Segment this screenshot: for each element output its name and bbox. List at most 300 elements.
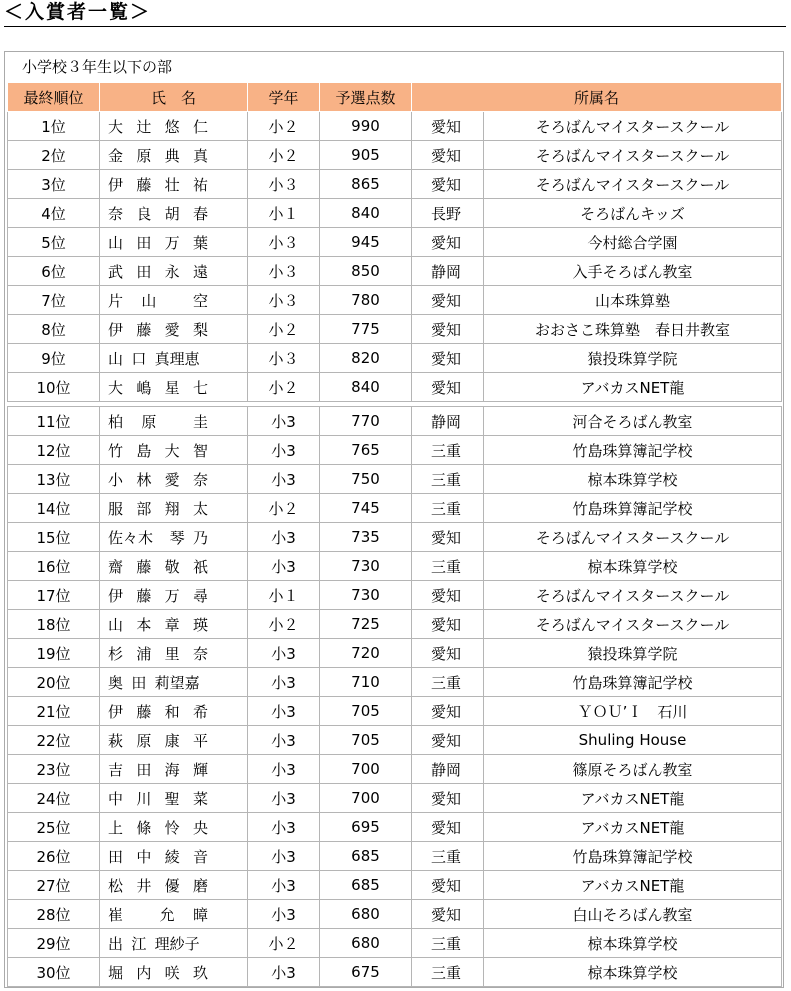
prefecture-cell: 愛知 (412, 813, 484, 842)
score-cell: 745 (320, 494, 412, 523)
name-part: 怜 (164, 818, 180, 837)
column-header-score: 予選点数 (320, 83, 412, 112)
grade-cell: 小3 (248, 668, 320, 697)
affiliation-cell: 山本珠算塾 (484, 286, 782, 315)
table-row (8, 199, 782, 228)
name-cell (100, 494, 248, 523)
name-part: 真理恵 (154, 349, 200, 368)
name-part: 吉 (108, 760, 124, 779)
score-cell: 770 (320, 407, 412, 436)
name-cell (100, 112, 248, 141)
table-row (8, 958, 782, 987)
name-part: 田 (136, 262, 152, 281)
name-cell (100, 784, 248, 813)
name-part: 伊 (108, 586, 124, 605)
score-cell: 705 (320, 697, 412, 726)
table-row (8, 813, 782, 842)
rank-cell: 5位 (8, 228, 100, 257)
table-row (8, 407, 782, 436)
name-part: 江 (131, 934, 147, 953)
prefecture-cell: 静岡 (412, 257, 484, 286)
score-cell: 680 (320, 900, 412, 929)
name-cell (100, 639, 248, 668)
name-part: 武 (108, 262, 124, 281)
name-part: 原 (136, 146, 152, 165)
score-cell: 685 (320, 871, 412, 900)
name-part: 玖 (192, 963, 208, 982)
name-part: 杉 (108, 644, 124, 663)
name-part: 部 (136, 499, 152, 518)
name-cell (100, 407, 248, 436)
grade-cell: 小２ (248, 112, 320, 141)
name-cell (100, 813, 248, 842)
name-part: 允 (159, 905, 175, 924)
affiliation-cell: ＹＯＵ’Ｉ 石川 (484, 697, 782, 726)
score-cell: 775 (320, 315, 412, 344)
name-part: 太 (192, 499, 208, 518)
rank-cell: 7位 (8, 286, 100, 315)
name-part: 浦 (136, 644, 152, 663)
name-part: 崔 (108, 905, 124, 924)
grade-cell: 小3 (248, 755, 320, 784)
table-row (8, 112, 782, 141)
table-row (8, 170, 782, 199)
results-table (7, 82, 782, 987)
prefecture-cell: 愛知 (412, 170, 484, 199)
rank-cell: 14位 (8, 494, 100, 523)
affiliation-cell: おおさこ珠算塾 春日井教室 (484, 315, 782, 344)
prefecture-cell: 愛知 (412, 141, 484, 170)
prefecture-cell: 愛知 (412, 112, 484, 141)
rank-cell: 29位 (8, 929, 100, 958)
name-part: 藤 (136, 586, 152, 605)
affiliation-cell: そろばんマイスタースクール (484, 141, 782, 170)
affiliation-cell: そろばんマイスタースクール (484, 610, 782, 639)
score-cell: 680 (320, 929, 412, 958)
name-part: 奈 (108, 204, 124, 223)
score-cell: 865 (320, 170, 412, 199)
name-part: 山 (108, 233, 124, 252)
name-part: 希 (192, 702, 208, 721)
name-part: 藤 (136, 557, 152, 576)
affiliation-cell: 今村総合学園 (484, 228, 782, 257)
name-part: 敬 (164, 557, 180, 576)
score-cell: 730 (320, 581, 412, 610)
name-cell (100, 141, 248, 170)
name-part: 悠 (164, 117, 180, 136)
affiliation-cell: 篠原そろばん教室 (484, 755, 782, 784)
column-header-affiliation: 所属名 (412, 83, 782, 112)
affiliation-cell: そろばんマイスタースクール (484, 581, 782, 610)
prefecture-cell: 三重 (412, 842, 484, 871)
name-part: 聖 (164, 789, 180, 808)
name-part: 大 (108, 117, 124, 136)
prefecture-cell: 愛知 (412, 315, 484, 344)
name-cell (100, 228, 248, 257)
score-cell: 710 (320, 668, 412, 697)
name-part: 良 (136, 204, 152, 223)
name-cell (100, 315, 248, 344)
table-row (8, 581, 782, 610)
prefecture-cell: 三重 (412, 465, 484, 494)
table-row (8, 315, 782, 344)
rank-cell: 6位 (8, 257, 100, 286)
grade-cell: 小２ (248, 141, 320, 170)
table-body (8, 112, 782, 987)
rank-cell: 17位 (8, 581, 100, 610)
grade-cell: 小２ (248, 929, 320, 958)
rank-cell: 8位 (8, 315, 100, 344)
affiliation-cell: 竹島珠算簿記学校 (484, 494, 782, 523)
rank-cell: 28位 (8, 900, 100, 929)
name-part: 竹 (108, 441, 124, 460)
rank-cell: 11位 (8, 407, 100, 436)
name-part: 嶋 (136, 378, 152, 397)
name-part: 山 (141, 291, 157, 310)
affiliation-cell: アバカスNET龍 (484, 871, 782, 900)
name-part: 田 (136, 233, 152, 252)
prefecture-cell: 愛知 (412, 373, 484, 402)
score-cell: 990 (320, 112, 412, 141)
rank-cell: 10位 (8, 373, 100, 402)
name-part: 空 (192, 291, 208, 310)
grade-cell: 小3 (248, 436, 320, 465)
page-title: ＜入賞者一覧＞ (4, 0, 786, 27)
table-row (8, 436, 782, 465)
table-row (8, 726, 782, 755)
grade-cell: 小１ (248, 199, 320, 228)
name-part: 瑛 (192, 615, 208, 634)
affiliation-cell: 椋本珠算学校 (484, 929, 782, 958)
score-cell: 725 (320, 610, 412, 639)
column-header-grade: 学年 (248, 83, 320, 112)
name-part: 葉 (192, 233, 208, 252)
table-row (8, 228, 782, 257)
name-cell (100, 900, 248, 929)
name-part: 央 (192, 818, 208, 837)
grade-cell: 小3 (248, 697, 320, 726)
name-part: 優 (164, 876, 180, 895)
affiliation-cell: 椋本珠算学校 (484, 552, 782, 581)
table-row (8, 552, 782, 581)
score-cell: 730 (320, 552, 412, 581)
name-part: 星 (164, 378, 180, 397)
prefecture-cell: 三重 (412, 494, 484, 523)
rank-cell: 27位 (8, 871, 100, 900)
name-cell (100, 610, 248, 639)
name-part: 島 (136, 441, 152, 460)
affiliation-cell: Shuling House (484, 726, 782, 755)
score-cell: 705 (320, 726, 412, 755)
grade-cell: 小3 (248, 842, 320, 871)
table-row (8, 344, 782, 373)
rank-cell: 26位 (8, 842, 100, 871)
grade-cell: 小3 (248, 900, 320, 929)
table-row (8, 494, 782, 523)
name-part: 真 (192, 146, 208, 165)
name-part: 康 (164, 731, 180, 750)
name-part: 伊 (108, 320, 124, 339)
prefecture-cell: 愛知 (412, 784, 484, 813)
name-part: 奈 (192, 644, 208, 663)
prefecture-cell: 愛知 (412, 871, 484, 900)
prefecture-cell: 三重 (412, 958, 484, 987)
prefecture-cell: 愛知 (412, 639, 484, 668)
prefecture-cell: 静岡 (412, 407, 484, 436)
table-header-row (8, 83, 782, 112)
rank-cell: 24位 (8, 784, 100, 813)
name-part: 伊 (108, 175, 124, 194)
name-part: 本 (136, 615, 152, 634)
name-cell (100, 465, 248, 494)
name-part: 大 (164, 441, 180, 460)
name-part: 林 (136, 470, 152, 489)
score-cell: 700 (320, 755, 412, 784)
name-part: 内 (136, 963, 152, 982)
score-cell: 695 (320, 813, 412, 842)
prefecture-cell: 静岡 (412, 755, 484, 784)
score-cell: 905 (320, 141, 412, 170)
affiliation-cell: そろばんキッズ (484, 199, 782, 228)
name-part: 平 (192, 731, 208, 750)
name-part: 遠 (192, 262, 208, 281)
rank-cell: 12位 (8, 436, 100, 465)
name-part: 川 (136, 789, 152, 808)
grade-cell: 小３ (248, 344, 320, 373)
name-cell (100, 344, 248, 373)
name-part: 藤 (136, 175, 152, 194)
name-part: 理紗子 (154, 934, 200, 953)
prefecture-cell: 愛知 (412, 523, 484, 552)
name-part: 里 (164, 644, 180, 663)
affiliation-cell: そろばんマイスタースクール (484, 170, 782, 199)
name-part: 暲 (192, 905, 208, 924)
score-cell: 720 (320, 639, 412, 668)
name-cell (100, 958, 248, 987)
score-cell: 840 (320, 199, 412, 228)
affiliation-cell: そろばんマイスタースクール (484, 112, 782, 141)
grade-cell: 小２ (248, 373, 320, 402)
table-row (8, 639, 782, 668)
name-part: 松 (108, 876, 124, 895)
name-part: 乃 (192, 528, 208, 547)
name-cell (100, 697, 248, 726)
grade-cell: 小２ (248, 494, 320, 523)
grade-cell: 小３ (248, 228, 320, 257)
name-part: 胡 (164, 204, 180, 223)
name-part: 音 (192, 847, 208, 866)
name-part: 中 (136, 847, 152, 866)
prefecture-cell: 三重 (412, 436, 484, 465)
name-cell (100, 170, 248, 199)
name-part: 綾 (164, 847, 180, 866)
name-cell (100, 257, 248, 286)
score-cell: 850 (320, 257, 412, 286)
name-cell (100, 871, 248, 900)
name-part: 上 (108, 818, 124, 837)
name-part: 典 (164, 146, 180, 165)
name-part: 磨 (192, 876, 208, 895)
name-cell (100, 286, 248, 315)
prefecture-cell: 愛知 (412, 900, 484, 929)
prefecture-cell: 愛知 (412, 286, 484, 315)
grade-cell: 小3 (248, 871, 320, 900)
table-row (8, 697, 782, 726)
score-cell: 820 (320, 344, 412, 373)
rank-cell: 19位 (8, 639, 100, 668)
table-row (8, 286, 782, 315)
name-cell (100, 755, 248, 784)
name-part: 海 (164, 760, 180, 779)
name-part: 翔 (164, 499, 180, 518)
rank-cell: 21位 (8, 697, 100, 726)
prefecture-cell: 三重 (412, 929, 484, 958)
name-part: 壮 (164, 175, 180, 194)
name-part: 奈 (192, 470, 208, 489)
name-part: 万 (164, 586, 180, 605)
name-part: 堀 (108, 963, 124, 982)
name-cell (100, 373, 248, 402)
name-part: 出 (108, 934, 124, 953)
name-part: 圭 (192, 412, 208, 431)
name-part: 口 (131, 349, 147, 368)
table-row (8, 871, 782, 900)
affiliation-cell: 白山そろばん教室 (484, 900, 782, 929)
affiliation-cell: 椋本珠算学校 (484, 465, 782, 494)
name-part: 佐々木 (108, 528, 154, 547)
score-cell: 675 (320, 958, 412, 987)
grade-cell: 小３ (248, 170, 320, 199)
name-part: 柏 (108, 412, 124, 431)
name-part: 伊 (108, 702, 124, 721)
table-row (8, 373, 782, 402)
score-cell: 780 (320, 286, 412, 315)
name-part: 萩 (108, 731, 124, 750)
name-part: 菜 (192, 789, 208, 808)
name-part: 小 (108, 470, 124, 489)
name-cell (100, 523, 248, 552)
name-part: 智 (192, 441, 208, 460)
grade-cell: 小3 (248, 407, 320, 436)
name-part: 尋 (192, 586, 208, 605)
name-part: 祇 (192, 557, 208, 576)
name-part: 永 (164, 262, 180, 281)
rank-cell: 9位 (8, 344, 100, 373)
name-part: 祐 (192, 175, 208, 194)
affiliation-cell: そろばんマイスタースクール (484, 523, 782, 552)
grade-cell: 小１ (248, 581, 320, 610)
prefecture-cell: 愛知 (412, 726, 484, 755)
name-part: 咲 (164, 963, 180, 982)
affiliation-cell: 竹島珠算簿記学校 (484, 436, 782, 465)
prefecture-cell: 愛知 (412, 344, 484, 373)
name-part: 條 (136, 818, 152, 837)
rank-cell: 2位 (8, 141, 100, 170)
score-cell: 750 (320, 465, 412, 494)
rank-cell: 20位 (8, 668, 100, 697)
name-part: 辻 (136, 117, 152, 136)
grade-cell: 小２ (248, 610, 320, 639)
affiliation-cell: 猿投珠算学院 (484, 639, 782, 668)
grade-cell: 小3 (248, 552, 320, 581)
name-cell (100, 199, 248, 228)
name-cell (100, 842, 248, 871)
name-part: 七 (192, 378, 208, 397)
rank-cell: 1位 (8, 112, 100, 141)
table-row (8, 668, 782, 697)
name-part: 春 (192, 204, 208, 223)
grade-cell: 小３ (248, 286, 320, 315)
name-cell (100, 668, 248, 697)
grade-cell: 小３ (248, 257, 320, 286)
affiliation-cell: アバカスNET龍 (484, 373, 782, 402)
grade-cell: 小3 (248, 523, 320, 552)
name-part: 章 (164, 615, 180, 634)
grade-cell: 小3 (248, 726, 320, 755)
score-cell: 765 (320, 436, 412, 465)
name-part: 愛 (164, 470, 180, 489)
table-row (8, 257, 782, 286)
name-part: 輝 (192, 760, 208, 779)
affiliation-cell: 猿投珠算学院 (484, 344, 782, 373)
table-row (8, 929, 782, 958)
affiliation-cell: 河合そろばん教室 (484, 407, 782, 436)
affiliation-cell: 入手そろばん教室 (484, 257, 782, 286)
table-row (8, 900, 782, 929)
grade-cell: 小3 (248, 465, 320, 494)
name-part: 中 (108, 789, 124, 808)
score-cell: 735 (320, 523, 412, 552)
name-part: 原 (136, 731, 152, 750)
name-part: 仁 (192, 117, 208, 136)
name-part: 万 (164, 233, 180, 252)
name-cell (100, 929, 248, 958)
table-row (8, 610, 782, 639)
grade-cell: 小3 (248, 958, 320, 987)
rank-cell: 15位 (8, 523, 100, 552)
rank-cell: 13位 (8, 465, 100, 494)
name-part: 山 (108, 349, 124, 368)
rank-cell: 3位 (8, 170, 100, 199)
name-part: 和 (164, 702, 180, 721)
name-part: 琴 (169, 528, 185, 547)
rank-cell: 30位 (8, 958, 100, 987)
name-part: 莉望嘉 (154, 673, 200, 692)
prefecture-cell: 愛知 (412, 610, 484, 639)
prefecture-cell: 愛知 (412, 228, 484, 257)
table-row (8, 755, 782, 784)
name-part: 大 (108, 378, 124, 397)
grade-cell: 小3 (248, 639, 320, 668)
rank-cell: 23位 (8, 755, 100, 784)
name-part: 山 (108, 615, 124, 634)
name-part: 原 (141, 412, 157, 431)
rank-cell: 18位 (8, 610, 100, 639)
name-part: 奥 (108, 673, 124, 692)
name-cell (100, 726, 248, 755)
name-cell (100, 552, 248, 581)
results-panel (4, 51, 784, 988)
name-part: 藤 (136, 320, 152, 339)
affiliation-cell: 竹島珠算簿記学校 (484, 842, 782, 871)
name-cell (100, 581, 248, 610)
name-part: 片 (108, 291, 124, 310)
column-header-name: 氏 名 (100, 83, 248, 112)
grade-cell: 小3 (248, 784, 320, 813)
score-cell: 700 (320, 784, 412, 813)
name-part: 藤 (136, 702, 152, 721)
name-part: 田 (108, 847, 124, 866)
